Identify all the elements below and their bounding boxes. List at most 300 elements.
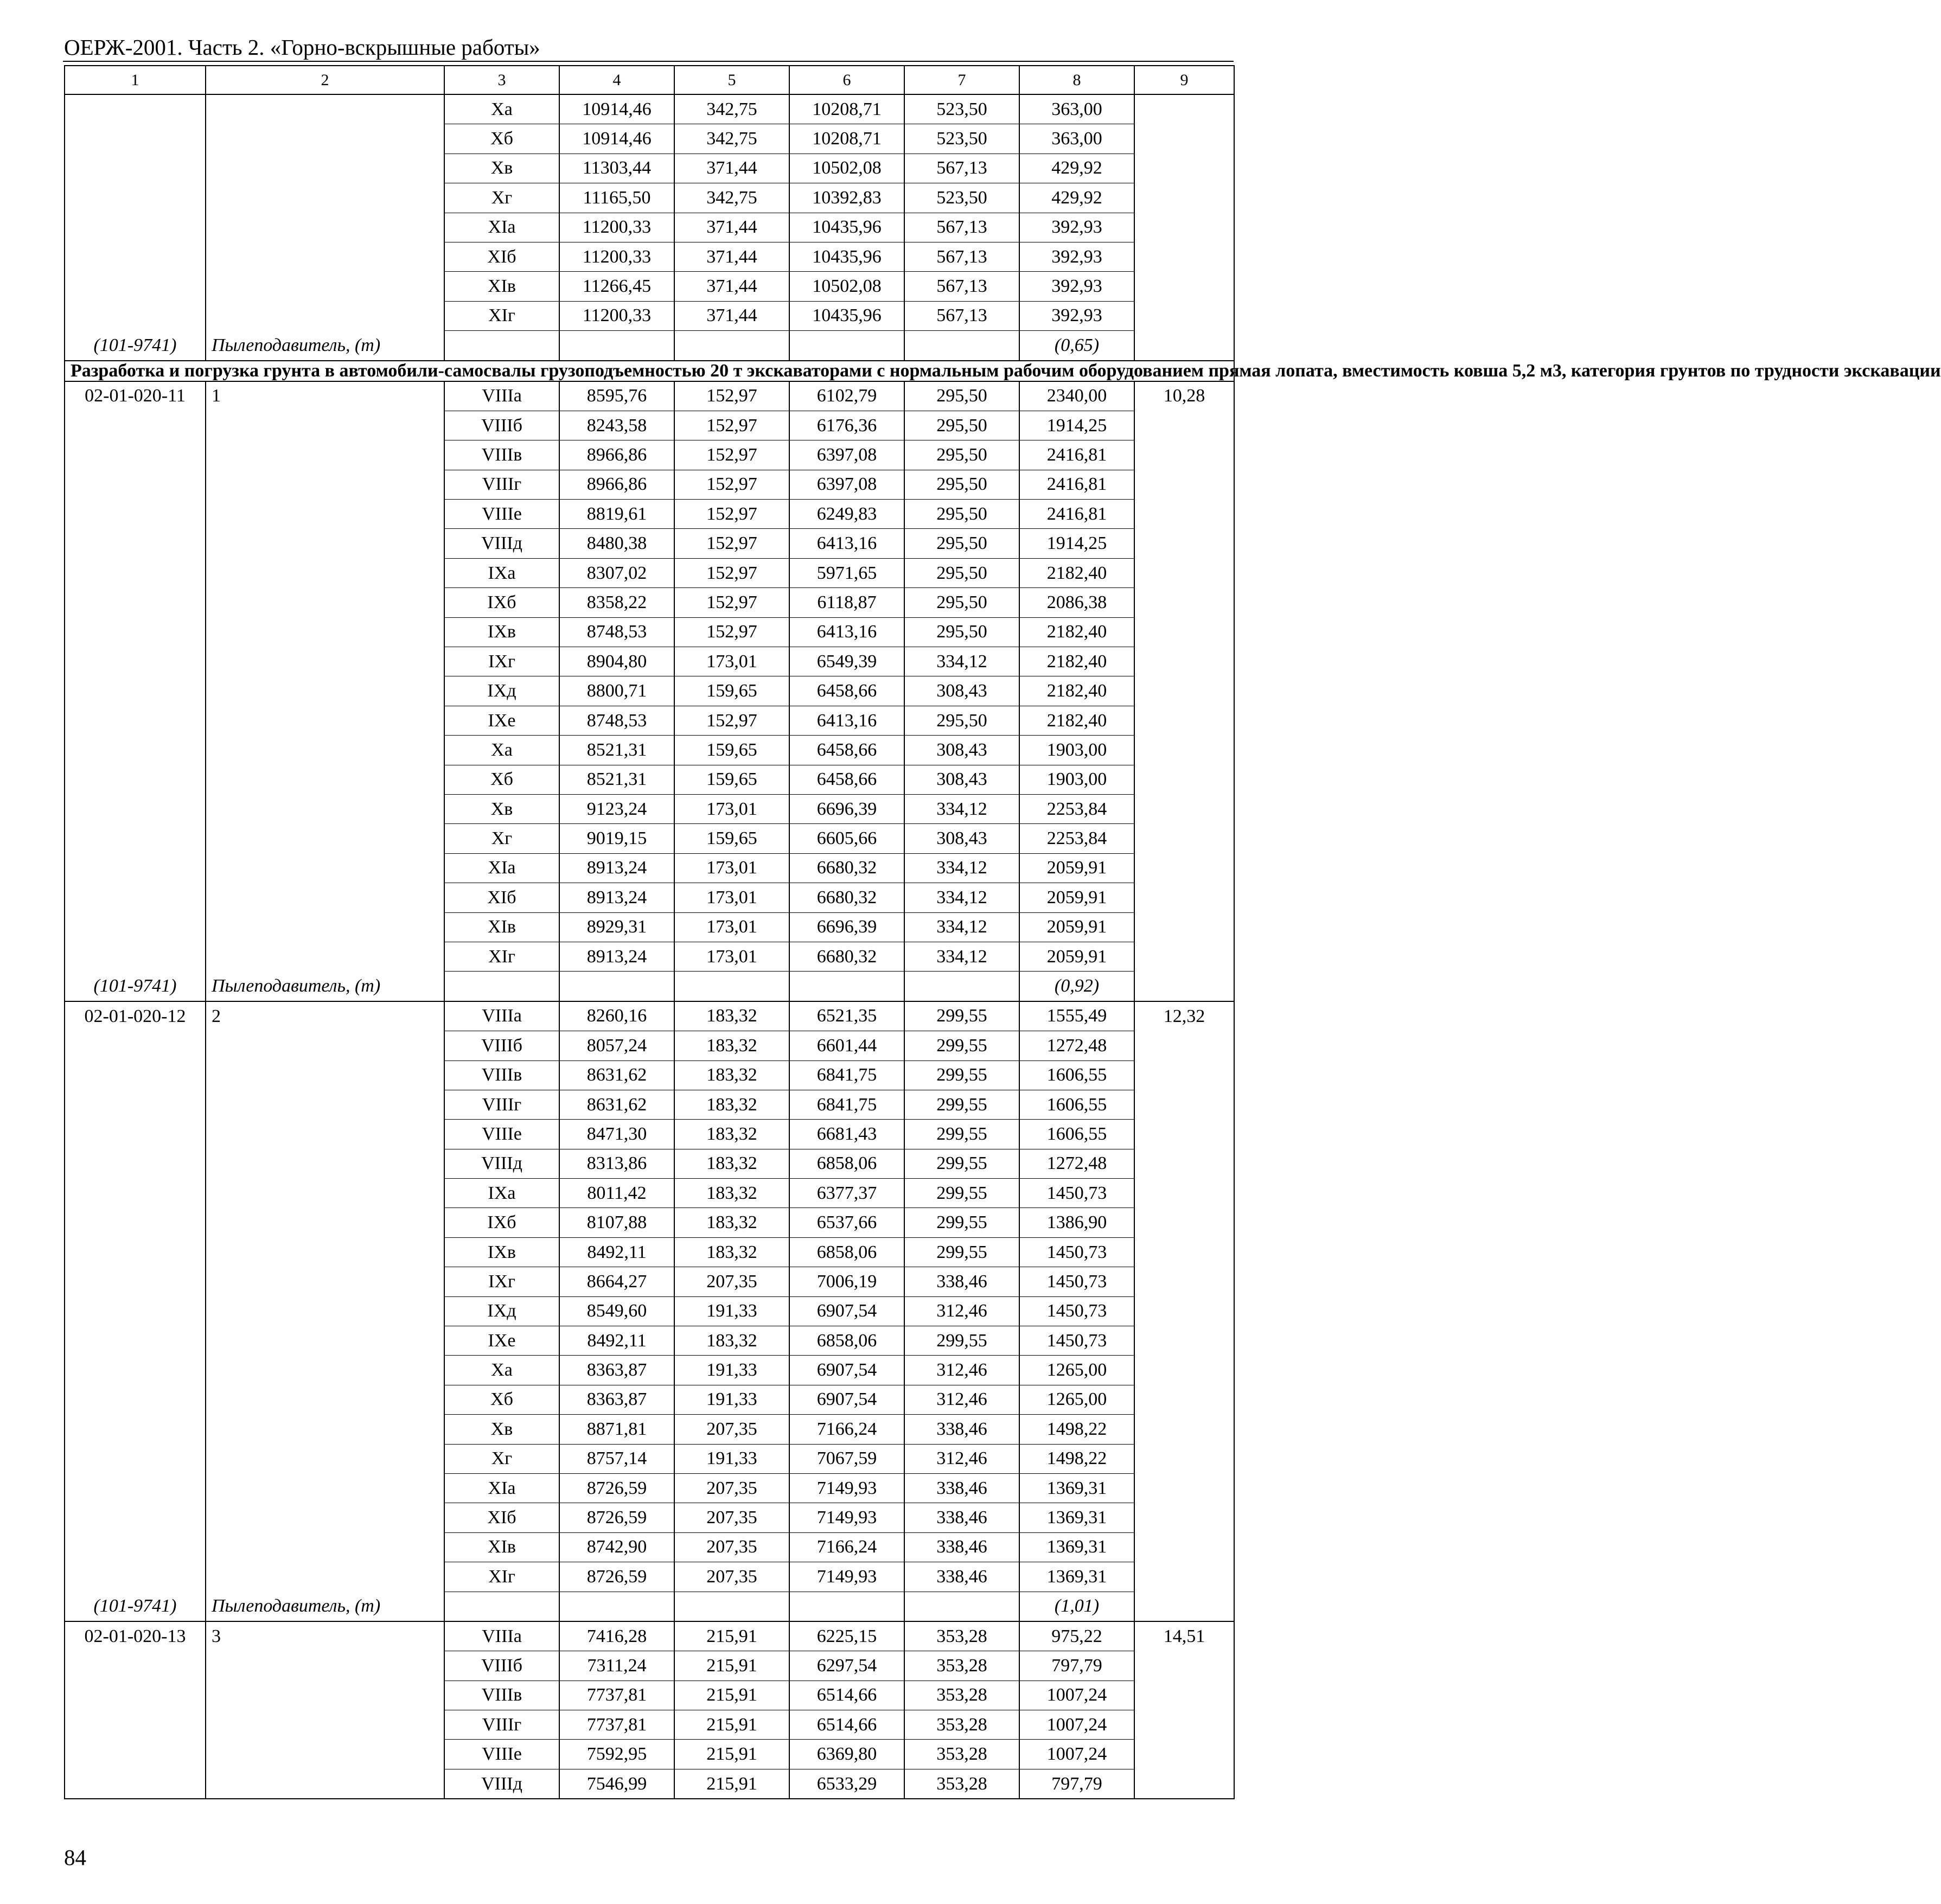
value-cell: 371,44 bbox=[674, 213, 789, 242]
row-label bbox=[206, 440, 444, 470]
value-cell: 295,50 bbox=[904, 617, 1019, 647]
value-cell: 207,35 bbox=[674, 1415, 789, 1444]
labor-cell: 10,28 bbox=[1134, 381, 1234, 411]
rate-code bbox=[65, 676, 206, 706]
category-cell: Xг bbox=[444, 183, 559, 213]
table-row bbox=[65, 1681, 1234, 1710]
value-cell: 8492,11 bbox=[559, 1237, 674, 1267]
value-cell: 334,12 bbox=[904, 942, 1019, 971]
row-label bbox=[206, 1267, 444, 1296]
value-cell: 8742,90 bbox=[559, 1532, 674, 1562]
value-cell: 207,35 bbox=[674, 1532, 789, 1562]
category-cell: IXг bbox=[444, 1267, 559, 1296]
table-row bbox=[65, 124, 1234, 154]
value-cell: 173,01 bbox=[674, 912, 789, 942]
row-label bbox=[206, 1296, 444, 1326]
value-cell: 152,97 bbox=[674, 381, 789, 411]
value-cell: 392,93 bbox=[1019, 272, 1134, 301]
value-cell: 338,46 bbox=[904, 1503, 1019, 1532]
value-cell: 338,46 bbox=[904, 1532, 1019, 1562]
value-cell: 10502,08 bbox=[789, 154, 904, 183]
row-label: 1 bbox=[206, 381, 444, 411]
value-cell: 152,97 bbox=[674, 529, 789, 558]
resource-value: (1,01) bbox=[1019, 1592, 1134, 1621]
labor-cell bbox=[1134, 1769, 1234, 1799]
category-cell: IXд bbox=[444, 1296, 559, 1326]
value-cell: 183,32 bbox=[674, 1237, 789, 1267]
value-cell: 183,32 bbox=[674, 1001, 789, 1031]
empty-cell bbox=[674, 972, 789, 1001]
row-label bbox=[206, 676, 444, 706]
value-cell: 2059,91 bbox=[1019, 883, 1134, 912]
row-label bbox=[206, 1120, 444, 1149]
rate-code bbox=[65, 588, 206, 617]
value-cell: 1903,00 bbox=[1019, 736, 1134, 765]
row-label bbox=[206, 617, 444, 647]
value-cell: 10914,46 bbox=[559, 124, 674, 154]
table-row bbox=[65, 381, 1234, 411]
value-cell: 8748,53 bbox=[559, 706, 674, 735]
value-cell: 8313,86 bbox=[559, 1149, 674, 1178]
labor-cell bbox=[1134, 1415, 1234, 1444]
rate-code bbox=[65, 647, 206, 676]
value-cell: 11200,33 bbox=[559, 242, 674, 271]
category-cell: VIIIб bbox=[444, 411, 559, 440]
rate-code bbox=[65, 440, 206, 470]
value-cell: 7149,93 bbox=[789, 1562, 904, 1592]
value-cell: 8631,62 bbox=[559, 1090, 674, 1119]
rate-code: 02-01-020-12 bbox=[65, 1001, 206, 1031]
value-cell: 8363,87 bbox=[559, 1385, 674, 1414]
labor-cell bbox=[1134, 470, 1234, 499]
resource-value: (0,92) bbox=[1019, 972, 1134, 1001]
value-cell: 2059,91 bbox=[1019, 942, 1134, 971]
labor-cell bbox=[1134, 588, 1234, 617]
rate-code bbox=[65, 765, 206, 794]
row-label bbox=[206, 529, 444, 558]
rate-code bbox=[65, 1237, 206, 1267]
value-cell: 6249,83 bbox=[789, 500, 904, 529]
value-cell: 334,12 bbox=[904, 883, 1019, 912]
category-cell: IXa bbox=[444, 558, 559, 587]
rate-code bbox=[65, 824, 206, 853]
value-cell: 338,46 bbox=[904, 1267, 1019, 1296]
table-row bbox=[65, 440, 1234, 470]
value-cell: 295,50 bbox=[904, 470, 1019, 499]
value-cell: 2416,81 bbox=[1019, 500, 1134, 529]
value-cell: 353,28 bbox=[904, 1681, 1019, 1710]
column-number-row bbox=[65, 66, 1234, 94]
value-cell: 2340,00 bbox=[1019, 381, 1134, 411]
value-cell: 10208,71 bbox=[789, 94, 904, 124]
value-cell: 567,13 bbox=[904, 242, 1019, 271]
row-label bbox=[206, 736, 444, 765]
value-cell: 207,35 bbox=[674, 1473, 789, 1503]
value-cell: 295,50 bbox=[904, 500, 1019, 529]
table-body bbox=[65, 66, 1941, 1799]
row-label bbox=[206, 1769, 444, 1799]
value-cell: 2416,81 bbox=[1019, 440, 1134, 470]
labor-cell bbox=[1134, 440, 1234, 470]
value-cell: 183,32 bbox=[674, 1031, 789, 1060]
labor-cell bbox=[1134, 94, 1234, 124]
value-cell: 215,91 bbox=[674, 1651, 789, 1681]
value-cell: 334,12 bbox=[904, 794, 1019, 823]
category-cell: XIв bbox=[444, 912, 559, 942]
empty-cell bbox=[1134, 1592, 1234, 1621]
value-cell: 1450,73 bbox=[1019, 1237, 1134, 1267]
value-cell: 8913,24 bbox=[559, 883, 674, 912]
value-cell: 299,55 bbox=[904, 1090, 1019, 1119]
labor-cell bbox=[1134, 272, 1234, 301]
table-row bbox=[65, 183, 1234, 213]
value-cell: 6601,44 bbox=[789, 1031, 904, 1060]
value-cell: 8913,24 bbox=[559, 942, 674, 971]
value-cell: 6102,79 bbox=[789, 381, 904, 411]
category-cell: VIIIa bbox=[444, 1621, 559, 1651]
row-label bbox=[206, 853, 444, 883]
value-cell: 299,55 bbox=[904, 1237, 1019, 1267]
value-cell: 334,12 bbox=[904, 853, 1019, 883]
row-label bbox=[206, 154, 444, 183]
value-cell: 8011,42 bbox=[559, 1179, 674, 1208]
table-row bbox=[65, 1769, 1234, 1799]
resource-row bbox=[65, 331, 1234, 361]
value-cell: 567,13 bbox=[904, 154, 1019, 183]
row-label bbox=[206, 1356, 444, 1385]
value-cell: 6521,35 bbox=[789, 1001, 904, 1031]
value-cell: 10502,08 bbox=[789, 272, 904, 301]
value-cell: 159,65 bbox=[674, 824, 789, 853]
empty-cell bbox=[789, 1592, 904, 1621]
labor-cell bbox=[1134, 942, 1234, 971]
empty-cell bbox=[789, 331, 904, 361]
table-row bbox=[65, 1326, 1234, 1356]
labor-cell: 14,51 bbox=[1134, 1621, 1234, 1651]
value-cell: 429,92 bbox=[1019, 183, 1134, 213]
row-label bbox=[206, 1208, 444, 1237]
row-label bbox=[206, 1562, 444, 1592]
labor-cell bbox=[1134, 824, 1234, 853]
category-cell: Xв bbox=[444, 1415, 559, 1444]
category-cell: VIIIд bbox=[444, 1769, 559, 1799]
value-cell: 1450,73 bbox=[1019, 1296, 1134, 1326]
value-cell: 338,46 bbox=[904, 1562, 1019, 1592]
category-cell: Xг bbox=[444, 824, 559, 853]
labor-cell bbox=[1134, 794, 1234, 823]
category-cell: VIIIе bbox=[444, 500, 559, 529]
rate-code bbox=[65, 94, 206, 124]
value-cell: 11200,33 bbox=[559, 213, 674, 242]
labor-cell bbox=[1134, 736, 1234, 765]
value-cell: 11266,45 bbox=[559, 272, 674, 301]
labor-cell bbox=[1134, 1149, 1234, 1178]
rate-code bbox=[65, 154, 206, 183]
value-cell: 371,44 bbox=[674, 272, 789, 301]
table-row bbox=[65, 1532, 1234, 1562]
table-row bbox=[65, 1385, 1234, 1414]
row-label: 2 bbox=[206, 1001, 444, 1031]
table-row bbox=[65, 676, 1234, 706]
value-cell: 6680,32 bbox=[789, 853, 904, 883]
table-row bbox=[65, 883, 1234, 912]
value-cell: 215,91 bbox=[674, 1621, 789, 1651]
labor-cell bbox=[1134, 301, 1234, 330]
table-row bbox=[65, 1060, 1234, 1090]
table-row bbox=[65, 1621, 1234, 1651]
rate-code bbox=[65, 617, 206, 647]
row-label: 3 bbox=[206, 1621, 444, 1651]
value-cell: 2182,40 bbox=[1019, 558, 1134, 587]
value-cell: 1450,73 bbox=[1019, 1267, 1134, 1296]
labor-cell bbox=[1134, 1681, 1234, 1710]
value-cell: 11200,33 bbox=[559, 301, 674, 330]
labor-cell bbox=[1134, 706, 1234, 735]
value-cell: 7592,95 bbox=[559, 1740, 674, 1769]
row-label bbox=[206, 1060, 444, 1090]
value-cell: 11303,44 bbox=[559, 154, 674, 183]
value-cell: 215,91 bbox=[674, 1710, 789, 1740]
value-cell: 6605,66 bbox=[789, 824, 904, 853]
labor-cell bbox=[1134, 883, 1234, 912]
empty-cell bbox=[444, 972, 559, 1001]
row-label bbox=[206, 883, 444, 912]
value-cell: 308,43 bbox=[904, 676, 1019, 706]
value-cell: 152,97 bbox=[674, 500, 789, 529]
empty-cell bbox=[904, 1592, 1019, 1621]
table-row bbox=[65, 617, 1234, 647]
table-row bbox=[65, 1120, 1234, 1149]
labor-cell bbox=[1134, 1503, 1234, 1532]
value-cell: 1606,55 bbox=[1019, 1120, 1134, 1149]
row-label bbox=[206, 213, 444, 242]
value-cell: 1369,31 bbox=[1019, 1532, 1134, 1562]
resource-row bbox=[65, 1592, 1234, 1621]
value-cell: 8107,88 bbox=[559, 1208, 674, 1237]
rate-code bbox=[65, 411, 206, 440]
row-label bbox=[206, 588, 444, 617]
value-cell: 8966,86 bbox=[559, 470, 674, 499]
value-cell: 6681,43 bbox=[789, 1120, 904, 1149]
rate-code bbox=[65, 794, 206, 823]
value-cell: 6458,66 bbox=[789, 765, 904, 794]
value-cell: 8549,60 bbox=[559, 1296, 674, 1326]
value-cell: 295,50 bbox=[904, 558, 1019, 587]
category-cell: VIIIв bbox=[444, 440, 559, 470]
category-cell: VIIIг bbox=[444, 470, 559, 499]
category-cell: Xa bbox=[444, 94, 559, 124]
resource-code: (101-9741) bbox=[65, 331, 206, 361]
table-row bbox=[65, 213, 1234, 242]
rate-code bbox=[65, 213, 206, 242]
value-cell: 152,97 bbox=[674, 617, 789, 647]
category-cell: VIIIв bbox=[444, 1060, 559, 1090]
category-cell: IXг bbox=[444, 647, 559, 676]
value-cell: 338,46 bbox=[904, 1415, 1019, 1444]
empty-cell bbox=[559, 331, 674, 361]
value-cell: 7149,93 bbox=[789, 1503, 904, 1532]
value-cell: 523,50 bbox=[904, 94, 1019, 124]
column-number: 2 bbox=[206, 66, 444, 94]
value-cell: 2253,84 bbox=[1019, 824, 1134, 853]
category-cell: XIг bbox=[444, 301, 559, 330]
row-label bbox=[206, 824, 444, 853]
header-rule bbox=[63, 61, 1234, 62]
row-label bbox=[206, 1473, 444, 1503]
category-cell: Xв bbox=[444, 154, 559, 183]
value-cell: 191,33 bbox=[674, 1296, 789, 1326]
row-label bbox=[206, 242, 444, 271]
value-cell: 334,12 bbox=[904, 912, 1019, 942]
value-cell: 392,93 bbox=[1019, 213, 1134, 242]
value-cell: 6514,66 bbox=[789, 1681, 904, 1710]
value-cell: 1265,00 bbox=[1019, 1385, 1134, 1414]
category-cell: IXд bbox=[444, 676, 559, 706]
table-row bbox=[65, 794, 1234, 823]
labor-cell bbox=[1134, 765, 1234, 794]
row-label bbox=[206, 1090, 444, 1119]
category-cell: VIIIб bbox=[444, 1031, 559, 1060]
table-row bbox=[65, 1001, 1234, 1031]
value-cell: 10435,96 bbox=[789, 301, 904, 330]
rate-code: 02-01-020-13 bbox=[65, 1621, 206, 1651]
category-cell: VIIIa bbox=[444, 1001, 559, 1031]
labor-cell bbox=[1134, 411, 1234, 440]
resource-name: Пылеподавитель, (т) bbox=[206, 331, 444, 361]
value-cell: 6533,29 bbox=[789, 1769, 904, 1799]
row-label bbox=[206, 647, 444, 676]
value-cell: 152,97 bbox=[674, 706, 789, 735]
value-cell: 8521,31 bbox=[559, 736, 674, 765]
table-row bbox=[65, 1090, 1234, 1119]
value-cell: 7166,24 bbox=[789, 1532, 904, 1562]
rate-code bbox=[65, 1740, 206, 1769]
value-cell: 371,44 bbox=[674, 154, 789, 183]
value-cell: 1914,25 bbox=[1019, 411, 1134, 440]
value-cell: 7067,59 bbox=[789, 1444, 904, 1473]
value-cell: 6907,54 bbox=[789, 1356, 904, 1385]
rate-code bbox=[65, 1444, 206, 1473]
labor-cell bbox=[1134, 1296, 1234, 1326]
section-title-row bbox=[65, 361, 1234, 381]
table-row bbox=[65, 824, 1234, 853]
row-label bbox=[206, 794, 444, 823]
value-cell: 7166,24 bbox=[789, 1415, 904, 1444]
value-cell: 8243,58 bbox=[559, 411, 674, 440]
rate-code bbox=[65, 1651, 206, 1681]
value-cell: 392,93 bbox=[1019, 301, 1134, 330]
category-cell: XIa bbox=[444, 853, 559, 883]
category-cell: IXв bbox=[444, 617, 559, 647]
labor-cell bbox=[1134, 1740, 1234, 1769]
labor-cell bbox=[1134, 183, 1234, 213]
value-cell: 392,93 bbox=[1019, 242, 1134, 271]
value-cell: 2059,91 bbox=[1019, 912, 1134, 942]
value-cell: 6297,54 bbox=[789, 1651, 904, 1681]
value-cell: 7416,28 bbox=[559, 1621, 674, 1651]
labor-cell bbox=[1134, 1120, 1234, 1149]
rate-code bbox=[65, 912, 206, 942]
table-row bbox=[65, 1562, 1234, 1592]
value-cell: 6537,66 bbox=[789, 1208, 904, 1237]
table-row bbox=[65, 1740, 1234, 1769]
value-cell: 8631,62 bbox=[559, 1060, 674, 1090]
table-row bbox=[65, 1149, 1234, 1178]
rates-table bbox=[64, 65, 1941, 1799]
value-cell: 429,92 bbox=[1019, 154, 1134, 183]
column-number: 7 bbox=[904, 66, 1019, 94]
rate-code bbox=[65, 1769, 206, 1799]
value-cell: 312,46 bbox=[904, 1356, 1019, 1385]
rate-code bbox=[65, 1179, 206, 1208]
category-cell: IXб bbox=[444, 588, 559, 617]
value-cell: 567,13 bbox=[904, 301, 1019, 330]
labor-cell bbox=[1134, 912, 1234, 942]
value-cell: 10208,71 bbox=[789, 124, 904, 154]
labor-cell bbox=[1134, 500, 1234, 529]
row-label bbox=[206, 1651, 444, 1681]
value-cell: 1903,00 bbox=[1019, 765, 1134, 794]
rate-code bbox=[65, 1149, 206, 1178]
value-cell: 8748,53 bbox=[559, 617, 674, 647]
empty-cell bbox=[674, 1592, 789, 1621]
resource-code: (101-9741) bbox=[65, 1592, 206, 1621]
category-cell: VIIIг bbox=[444, 1710, 559, 1740]
labor-cell bbox=[1134, 1385, 1234, 1414]
value-cell: 207,35 bbox=[674, 1562, 789, 1592]
value-cell: 6413,16 bbox=[789, 529, 904, 558]
rate-code bbox=[65, 706, 206, 735]
value-cell: 173,01 bbox=[674, 647, 789, 676]
category-cell: VIIIб bbox=[444, 1651, 559, 1681]
value-cell: 173,01 bbox=[674, 883, 789, 912]
table-row bbox=[65, 912, 1234, 942]
value-cell: 7737,81 bbox=[559, 1710, 674, 1740]
value-cell: 8904,80 bbox=[559, 647, 674, 676]
labor-cell bbox=[1134, 1208, 1234, 1237]
category-cell: XIб bbox=[444, 242, 559, 271]
row-label bbox=[206, 1237, 444, 1267]
value-cell: 2182,40 bbox=[1019, 706, 1134, 735]
row-label bbox=[206, 301, 444, 330]
rate-code bbox=[65, 1326, 206, 1356]
table-row bbox=[65, 588, 1234, 617]
rate-code bbox=[65, 272, 206, 301]
value-cell: 159,65 bbox=[674, 676, 789, 706]
value-cell: 8057,24 bbox=[559, 1031, 674, 1060]
rate-code bbox=[65, 1208, 206, 1237]
value-cell: 8966,86 bbox=[559, 440, 674, 470]
value-cell: 6369,80 bbox=[789, 1740, 904, 1769]
value-cell: 1369,31 bbox=[1019, 1473, 1134, 1503]
labor-cell bbox=[1134, 676, 1234, 706]
category-cell: VIIIг bbox=[444, 1090, 559, 1119]
value-cell: 7006,19 bbox=[789, 1267, 904, 1296]
value-cell: 353,28 bbox=[904, 1621, 1019, 1651]
value-cell: 8800,71 bbox=[559, 676, 674, 706]
empty-cell bbox=[674, 331, 789, 361]
table-row bbox=[65, 242, 1234, 271]
category-cell: Xa bbox=[444, 736, 559, 765]
value-cell: 6696,39 bbox=[789, 794, 904, 823]
rate-code bbox=[65, 883, 206, 912]
table-row bbox=[65, 500, 1234, 529]
category-cell: XIв bbox=[444, 1532, 559, 1562]
value-cell: 8871,81 bbox=[559, 1415, 674, 1444]
labor-cell bbox=[1134, 1532, 1234, 1562]
value-cell: 8492,11 bbox=[559, 1326, 674, 1356]
value-cell: 797,79 bbox=[1019, 1651, 1134, 1681]
